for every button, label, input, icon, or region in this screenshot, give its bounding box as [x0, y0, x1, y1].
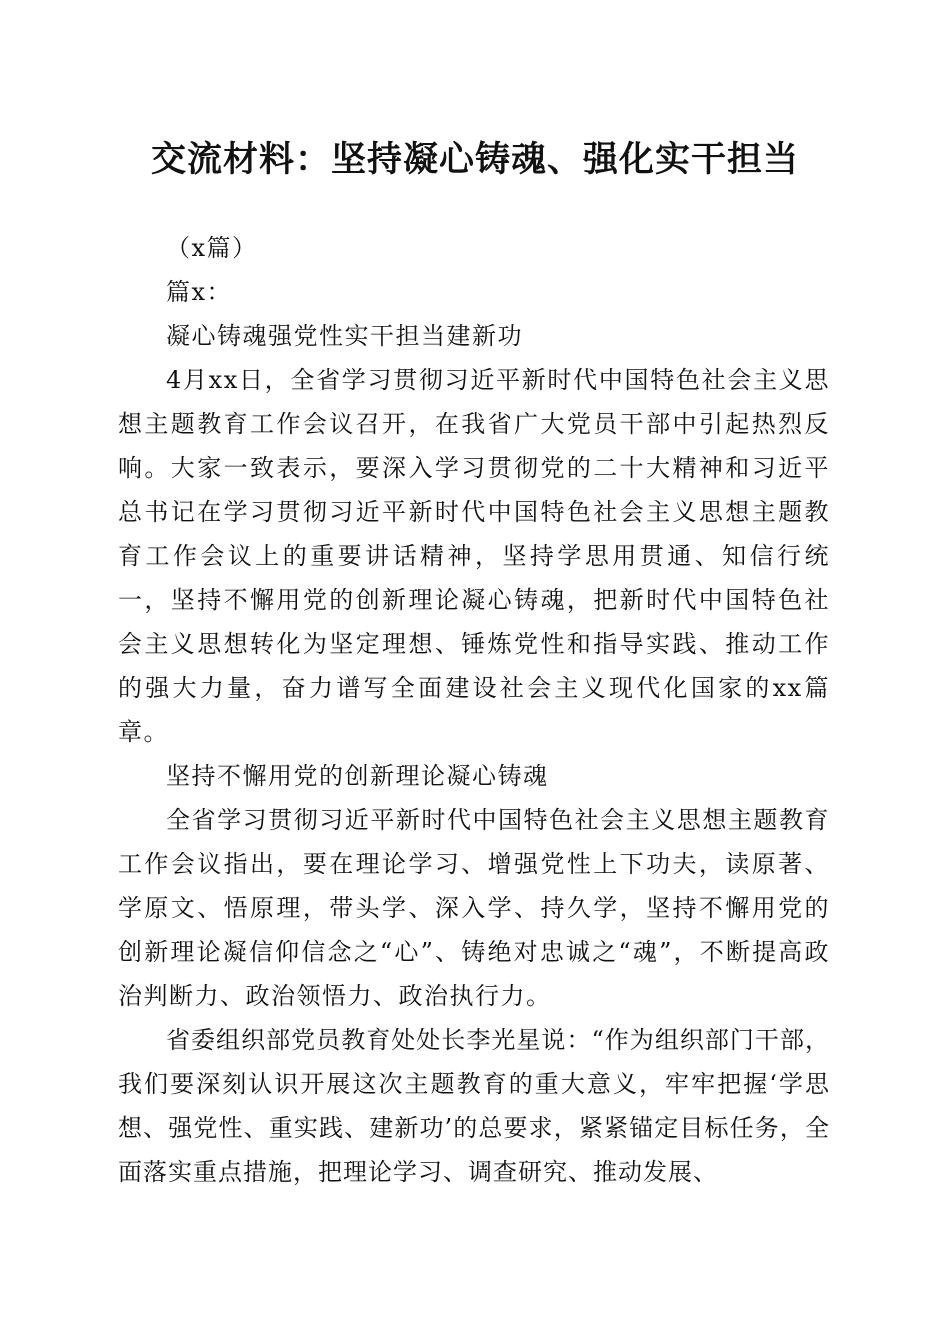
- series-note: （x篇）: [166, 234, 258, 262]
- paragraph: 4月xx日，全省学习贯彻习近平新时代中国特色社会主义思想主题教育工作会议召开，在我省广大党员干部中引起热烈反响。大家一致表示，要深入学习贯彻党的二十大精神和习近平总书记在学习贯彻习近平新时代中国特色社会主义思想主题教育工作会议上的重要讲话精神，坚持学思用贯通、知信行统一，坚持不懈用党的创新理论凝心铸魂，把新时代中国特色社会主义思想转化为坚定理想、锤炼党性和指导实践、推动工作的强大力量，奋力谱写全面建设社会主义现代化国家的xx篇章。: [118, 366, 830, 746]
- document-body: [118, 226, 830, 1194]
- article-heading: 凝心铸魂强党性实干担当建新功: [166, 322, 523, 350]
- section-heading: 坚持不懈用党的创新理论凝心铸魂: [166, 762, 549, 790]
- paragraph: 省委组织部党员教育处处长李光星说：“作为组织部门干部，我们要深刻认识开展这次主题教育的重大意义，牢牢把握‘学思想、强党性、重实践、建新功’的总要求，紧紧锚定目标任务，全面落实重点措施，把理论学习、调查研究、推动发展、: [118, 1026, 830, 1186]
- document-title: 交流材料：坚持凝心铸魂、强化实干担当: [150, 139, 799, 180]
- paragraph: 全省学习贯彻习近平新时代中国特色社会主义思想主题教育工作会议指出，要在理论学习、增强党性上下功夫，读原著、学原文、悟原理，带头学、深入学、持久学，坚持不懈用党的创新理论凝信仰信念之“心”、铸绝对忠诚之“魂”，不断提高政治判断力、政治领悟力、政治执行力。: [118, 806, 830, 1010]
- article-number: 篇x：: [166, 278, 233, 306]
